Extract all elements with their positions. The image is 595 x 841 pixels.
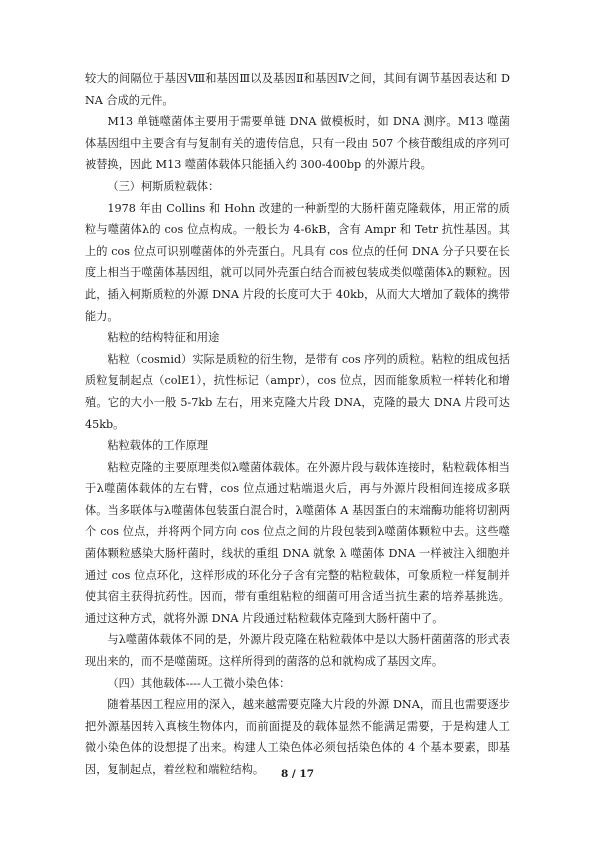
subheading-cosmid-principle: 粘粒载体的工作原理 xyxy=(107,439,209,453)
paragraph-artificial-chromosome: 随着基因工程应用的深入，越来越需要克隆大片段的外源 DNA，而且也需要逐步把外源基因转入真核生物体内，而前面提及的载体显然不能满足需要，于是构建人工微小染色体的设想提了出来。构建人工染色体必须包括染色体的 4 个基本要素，即基因，复制起点，着丝粒和端粒结构。 xyxy=(85,698,510,776)
paragraph-gene-spacing: 较大的间隔位于基因Ⅷ和基因Ⅲ以及基因Ⅱ和基因Ⅳ之间，其间有调节基因表达和 DNA 合成的元件。 xyxy=(85,72,510,107)
section-heading-cosmid-vector: （三）柯斯质粒载体： xyxy=(107,179,220,193)
subheading-cosmid-structure: 粘粒的结构特征和用途 xyxy=(107,331,220,345)
paragraph-cosmid-origin: 1978 年由 Collins 和 Hohn 改建的一种新型的大肠杆菌克隆载体，用正常的质粒与噬菌体λ的 cos 位点构成。一般长为 4-6kB，含有 Ampr 和 Tetr 抗性基因。其上的 cos 位点可识别噬菌体的外壳蛋白。凡具有 cos 位点的任何 DNA 分子只要在长度上相当于噬菌体基因组，就可以同外壳蛋白结合而被包装成类似噬菌体λ的颗粒。因此，插入柯斯质粒的外源 DNA 片段的长度可大于 40kb，从而大大增加了载体的携带能力。 xyxy=(85,201,510,323)
paragraph-cosmid-structure: 粘粒（cosmid）实际是质粒的衍生物，是带有 cos 序列的质粒。粘粒的组成包括质粒复制起点（colE1），抗性标记（ampr），cos 位点，因而能象质粒一样转化和增殖。它的大小一般 5-7kb 左右，用来克隆大片段 DNA，克隆的最大 DNA 片段可达 45kb。 xyxy=(85,352,510,431)
paragraph-cosmid-difference: 与λ噬菌体载体不同的是，外源片段克隆在粘粒载体中是以大肠杆菌菌落的形式表现出来的，而不是噬菌斑。这样所得到的菌落的总和就构成了基因文库。 xyxy=(85,633,510,669)
section-heading-artificial-chromosome: （四）其他载体----人工微小染色体： xyxy=(107,676,291,690)
paragraph-cosmid-principle: 粘粒克隆的主要原理类似λ噬菌体载体。在外源片段与载体连接时，粘粒载体相当于λ噬菌体载体的左右臂，cos 位点通过粘端退火后，再与外源片段相间连接成多联体。当多联体与λ噬菌体包装蛋白混合时，λ噬菌体 A 基因蛋白的末端酶功能将切割两个 cos 位点，并将两个同方向 cos 位点之间的片段包装到λ噬菌体颗粒中去。这些噬菌体颗粒感染大肠杆菌时，线状的重组 DNA 就象 λ 噬菌体 DNA 一样被注入细胞并通过 cos 位点环化，这样形成的环化分子含有完整的粘粒载体，可象质粒一样复制并使其宿主获得抗药性。因而，带有重组粘粒的细菌可用含适当抗生素的培养基挑选。通过这种方式，就将外源 DNA 片段通过粘粒载体克隆到大肠杆菌中了。 xyxy=(85,460,510,625)
page-number: 8 / 17 xyxy=(280,768,315,780)
paragraph-m13-phage: M13 单链噬菌体主要用于需要单链 DNA 做模板时，如 DNA 测序。M13 噬菌体基因组中主要含有与复制有关的遗传信息，只有一段由 507 个核苷酸组成的序列可被替换，因此 M13 噬菌体载体只能插入约 300-400bp 的外源片段。 xyxy=(85,115,510,172)
